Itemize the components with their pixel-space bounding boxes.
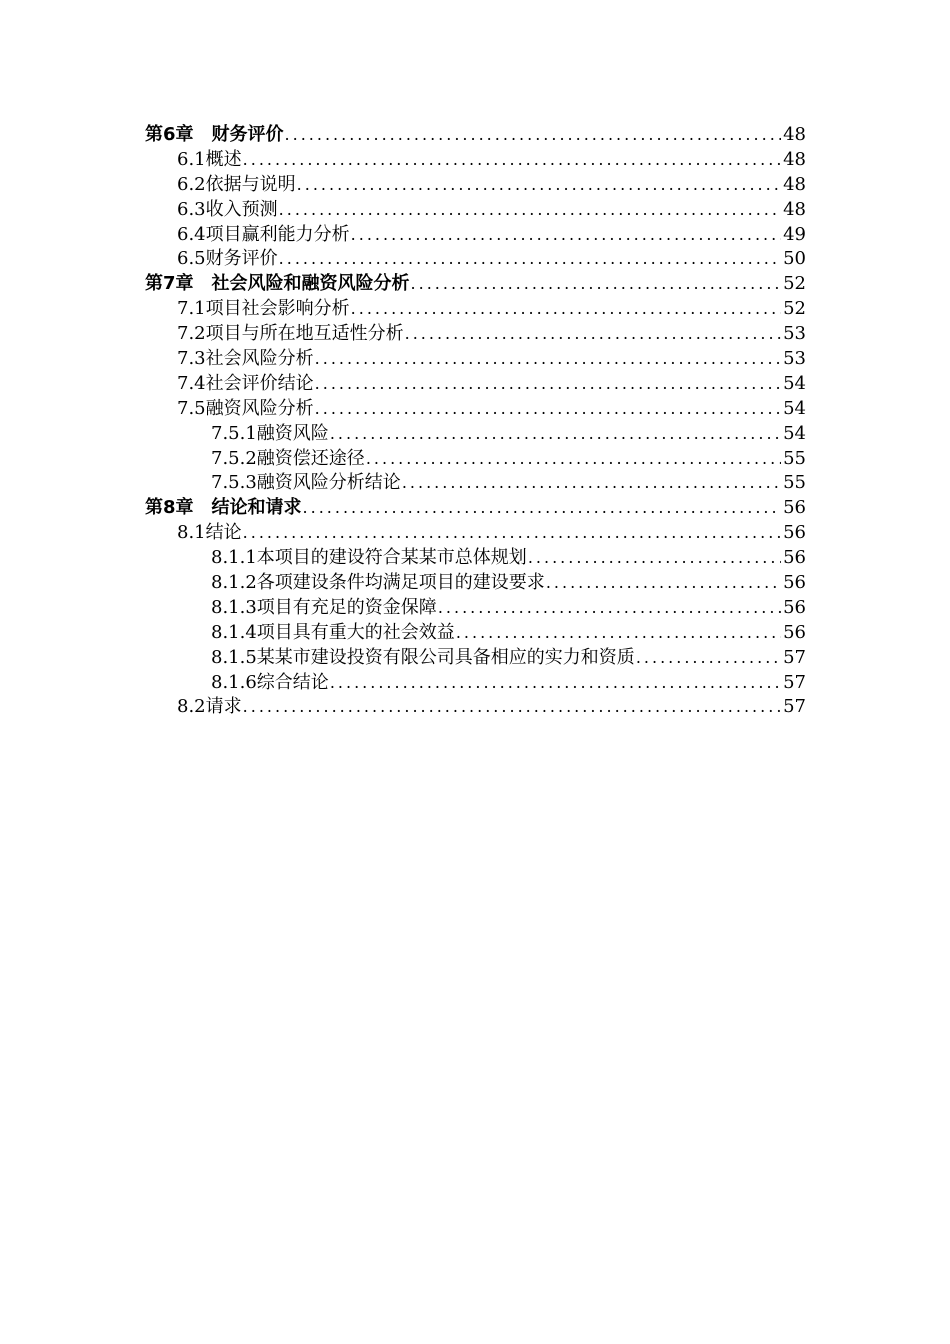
toc-title: 7.1项目社会影响分析 — [177, 298, 350, 320]
toc-leader-dots — [243, 148, 781, 173]
toc-leader-dots — [315, 347, 781, 372]
toc-page-number: 57 — [783, 646, 806, 668]
toc-page-number: 56 — [783, 596, 806, 618]
toc-section-7-1[interactable] — [145, 297, 806, 322]
toc-section-7-5[interactable] — [145, 397, 806, 422]
toc-title: 第7章 社会风险和融资风险分析 — [145, 273, 410, 295]
toc-section-7-3[interactable] — [145, 347, 806, 372]
toc-title: 6.5财务评价 — [177, 248, 278, 270]
toc-title: 8.1结论 — [177, 522, 242, 544]
toc-leader-dots — [315, 372, 781, 397]
toc-leader-dots — [279, 247, 781, 272]
toc-page-number: 56 — [783, 621, 806, 643]
toc-leader-dots — [330, 671, 781, 696]
toc-leader-dots — [285, 123, 782, 148]
toc-page-number: 48 — [783, 148, 806, 170]
toc-leader-dots — [636, 646, 781, 671]
toc-leader-dots — [279, 198, 781, 223]
toc-subsection-8-1-2[interactable] — [145, 571, 806, 596]
toc-page-number: 57 — [783, 696, 806, 718]
toc-subsection-8-1-3[interactable] — [145, 596, 806, 621]
toc-title: 6.2依据与说明 — [177, 173, 296, 195]
toc-page-number: 48 — [783, 198, 806, 220]
toc-title: 8.1.1本项目的建设符合某某市总体规划 — [211, 547, 527, 569]
toc-leader-dots — [546, 571, 781, 596]
toc-title: 8.1.5某某市建设投资有限公司具备相应的实力和资质 — [211, 646, 635, 668]
toc-leader-dots — [528, 546, 781, 571]
toc-title: 7.4社会评价结论 — [177, 372, 314, 394]
toc-title: 8.1.2各项建设条件均满足项目的建设要求 — [211, 572, 545, 594]
toc-leader-dots — [303, 496, 782, 521]
toc-chapter-7[interactable] — [145, 272, 806, 297]
toc-leader-dots — [315, 397, 781, 422]
toc-page-number: 57 — [783, 671, 806, 693]
toc-title: 8.2请求 — [177, 696, 242, 718]
toc-page-number: 56 — [783, 497, 806, 519]
toc-leader-dots — [243, 695, 781, 720]
toc-leader-dots — [438, 596, 781, 621]
toc-leader-dots — [456, 621, 781, 646]
toc-chapter-6[interactable] — [145, 123, 806, 148]
toc-section-6-5[interactable] — [145, 247, 806, 272]
toc-title: 6.3收入预测 — [177, 198, 278, 220]
toc-title: 7.3社会风险分析 — [177, 348, 314, 370]
toc-subsection-8-1-4[interactable] — [145, 621, 806, 646]
toc-title: 7.5.2融资偿还途径 — [211, 447, 365, 469]
toc-title: 7.5.3融资风险分析结论 — [211, 472, 401, 494]
toc-title: 8.1.6综合结论 — [211, 671, 329, 693]
toc-page-number: 56 — [783, 522, 806, 544]
toc-leader-dots — [402, 471, 781, 496]
toc-subsection-7-5-2[interactable] — [145, 447, 806, 472]
toc-title: 7.5.1融资风险 — [211, 422, 329, 444]
toc-title: 6.4项目赢利能力分析 — [177, 223, 350, 245]
toc-page-number: 52 — [783, 273, 806, 295]
toc-leader-dots — [405, 322, 781, 347]
toc-page-number: 54 — [783, 422, 806, 444]
toc-page-number: 52 — [783, 298, 806, 320]
toc-leader-dots — [411, 272, 782, 297]
toc-title: 第6章 财务评价 — [145, 124, 284, 145]
toc-subsection-8-1-5[interactable] — [145, 646, 806, 671]
toc-title: 8.1.3项目有充足的资金保障 — [211, 596, 437, 618]
toc-page-number: 53 — [783, 323, 806, 345]
toc-section-6-2[interactable] — [145, 173, 806, 198]
toc-page-number: 54 — [783, 372, 806, 394]
table-of-contents — [145, 123, 806, 720]
toc-subsection-7-5-1[interactable] — [145, 422, 806, 447]
toc-page-number: 48 — [783, 173, 806, 195]
toc-section-7-2[interactable] — [145, 322, 806, 347]
toc-page-number: 50 — [783, 248, 806, 270]
toc-leader-dots — [351, 223, 781, 248]
toc-page-number: 56 — [783, 547, 806, 569]
toc-leader-dots — [366, 447, 781, 472]
toc-section-7-4[interactable] — [145, 372, 806, 397]
toc-page-number: 55 — [783, 447, 806, 469]
toc-subsection-8-1-1[interactable] — [145, 546, 806, 571]
toc-page-number: 48 — [783, 124, 806, 145]
toc-title: 7.2项目与所在地互适性分析 — [177, 323, 404, 345]
toc-title: 第8章 结论和请求 — [145, 497, 302, 519]
toc-leader-dots — [330, 422, 781, 447]
toc-page-number: 56 — [783, 572, 806, 594]
toc-section-6-1[interactable] — [145, 148, 806, 173]
toc-title: 8.1.4项目具有重大的社会效益 — [211, 621, 455, 643]
toc-chapter-8[interactable] — [145, 496, 806, 521]
toc-leader-dots — [351, 297, 781, 322]
toc-section-8-1[interactable] — [145, 521, 806, 546]
toc-subsection-7-5-3[interactable] — [145, 471, 806, 496]
toc-page-number: 53 — [783, 348, 806, 370]
toc-page-number: 55 — [783, 472, 806, 494]
toc-section-8-2[interactable] — [145, 695, 806, 720]
toc-section-6-3[interactable] — [145, 198, 806, 223]
toc-subsection-8-1-6[interactable] — [145, 671, 806, 696]
toc-page-number: 49 — [783, 223, 806, 245]
toc-section-6-4[interactable] — [145, 223, 806, 248]
toc-page-number: 54 — [783, 397, 806, 419]
toc-leader-dots — [243, 521, 781, 546]
toc-title: 6.1概述 — [177, 148, 242, 170]
toc-title: 7.5融资风险分析 — [177, 397, 314, 419]
toc-leader-dots — [297, 173, 781, 198]
